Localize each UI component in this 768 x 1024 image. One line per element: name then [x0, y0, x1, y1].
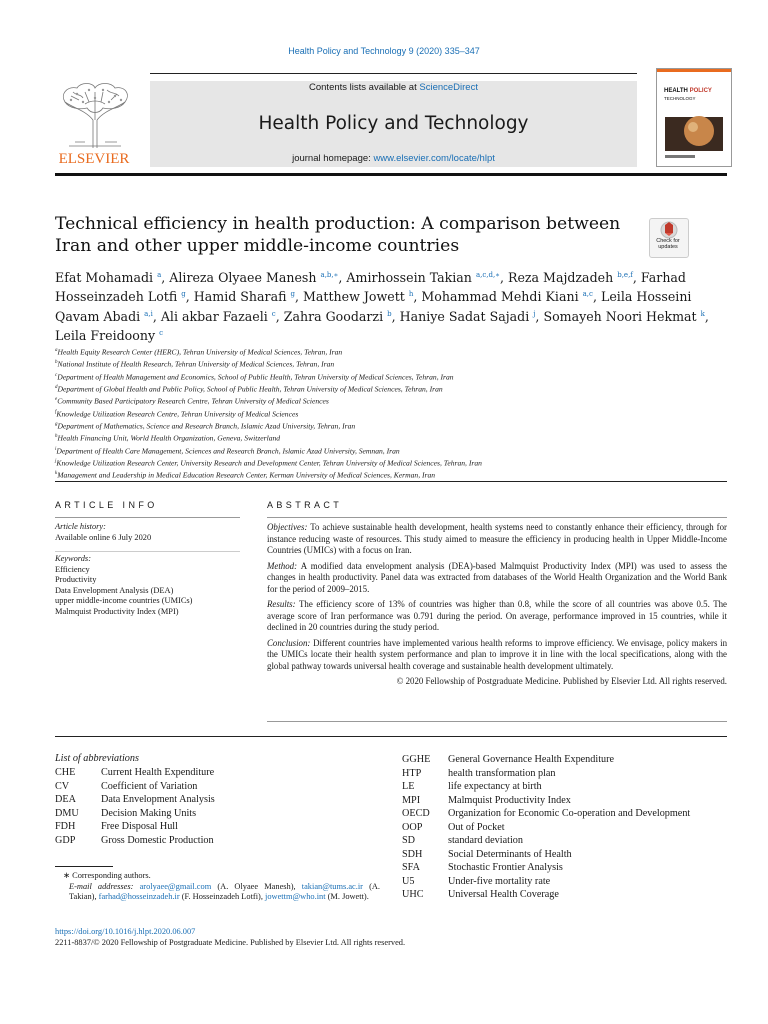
affiliation-mark: a	[55, 348, 58, 353]
abbreviation-key: CHE	[55, 767, 76, 778]
abbreviation-key: U5	[402, 875, 415, 887]
author-name[interactable]: Somayeh Noori Hekmat	[543, 309, 697, 325]
abbreviation-key: SD	[402, 835, 416, 846]
author-name[interactable]: Hamid Sharafi	[193, 289, 287, 305]
affiliation-item	[55, 371, 735, 383]
abbreviation-value: Organization for Economic Co-operation and Development	[448, 808, 691, 819]
email-owner-2: (A. Takian),	[69, 881, 381, 902]
affiliation-mark: h	[55, 434, 58, 440]
affiliation-list	[55, 346, 735, 482]
abbreviation-value: health transformation plan	[448, 767, 556, 779]
email-link-4[interactable]: jowettm@who.int	[265, 892, 326, 902]
abbreviation-row	[55, 766, 255, 780]
keywords-block	[55, 554, 245, 617]
journal-reference[interactable]: Health Policy and Technology 9 (2020) 335–347	[288, 46, 480, 56]
email-link-3[interactable]: farhad@hosseinzadeh.ir	[98, 892, 180, 902]
email-addresses	[55, 882, 380, 903]
abbreviation-value: Malmquist Productivity Index	[448, 794, 571, 806]
author-separator: ,	[161, 270, 170, 286]
abbreviation-value: Universal Health Coverage	[448, 889, 559, 900]
author-name[interactable]: Efat Mohamadi	[55, 270, 154, 286]
author-separator: ,	[592, 289, 601, 305]
abbreviation-key: CV	[55, 780, 70, 792]
abbreviation-row	[402, 780, 727, 794]
cover-title-policy: POLICY	[689, 88, 712, 94]
doi-link[interactable]: https://doi.org/10.1016/j.hlpt.2020.06.007	[55, 927, 196, 936]
abbreviation-key: OECD	[402, 808, 430, 819]
author-name[interactable]: Alireza Olyaee Manesh	[169, 270, 317, 286]
abstract-section	[267, 561, 727, 596]
affiliation-item	[55, 408, 735, 420]
article-history	[55, 522, 240, 543]
abbreviation-key: LE	[402, 781, 415, 792]
author-separator: ,	[152, 309, 161, 325]
abstract-section-label: Objectives:	[267, 522, 308, 532]
sciencedirect-link[interactable]: ScienceDirect	[419, 82, 478, 93]
abstract-section-label: Results:	[267, 599, 296, 609]
abbreviation-value: Under-five mortality rate	[448, 875, 551, 887]
abbreviation-row	[55, 780, 255, 794]
author-separator: ,	[535, 309, 544, 325]
email-link-1[interactable]: arolyaee@gmail.com	[139, 881, 212, 891]
abbreviation-key: HTP	[402, 767, 422, 779]
author-separator: ,	[391, 309, 400, 325]
abstract-sections	[267, 522, 727, 672]
author-separator: ,	[632, 270, 641, 286]
abstract-section-label: Method:	[267, 560, 298, 571]
abstract-heading: ABSTRACT	[267, 500, 343, 510]
author-separator: ,	[704, 309, 709, 325]
author-affiliation-mark[interactable]: a,c	[582, 290, 593, 299]
author-name[interactable]: Leila Freidoony	[55, 328, 156, 344]
cover-title-technology: TECHNOLOGY	[664, 96, 696, 101]
abbreviation-key: OOP	[402, 821, 423, 833]
author-name[interactable]: Ali akbar Fazaeli	[160, 309, 268, 325]
abbreviation-row	[55, 834, 255, 848]
article-info-heading: ARTICLE INFO	[55, 500, 158, 510]
article-info-rule	[55, 517, 240, 518]
article-title: Technical efficiency in health production: A comparison between Iran and other upper middle-income countries	[55, 214, 621, 256]
abbreviation-row	[402, 848, 727, 862]
author-name[interactable]: Zahra Goodarzi	[283, 309, 384, 325]
abbreviation-value: Decision Making Units	[101, 807, 197, 819]
abbreviation-row	[402, 875, 727, 889]
author-affiliation-mark[interactable]: b,e,f	[617, 271, 633, 279]
abstract-rule	[267, 517, 727, 518]
affiliation-mark: j	[55, 458, 57, 464]
abbreviation-value: Coefficient of Variation	[101, 780, 198, 792]
author-affiliation-mark[interactable]: c	[271, 309, 276, 318]
abstract-copyright: © 2020 Fellowship of Postgraduate Medicine. Published by Elsevier Ltd. All rights reserved.	[396, 676, 727, 686]
cover-title	[664, 88, 712, 103]
abbreviation-value: Gross Domestic Production	[101, 834, 214, 846]
affiliation-mark: c	[55, 372, 58, 378]
author-separator: ,	[413, 289, 422, 305]
abstract-section	[267, 638, 727, 673]
abbreviations-right	[402, 753, 727, 902]
abbreviations-heading: List of abbreviations	[55, 753, 139, 764]
footnote	[55, 871, 380, 903]
abbreviation-row	[402, 821, 727, 835]
journal-title: Health Policy and Technology	[258, 113, 529, 134]
email-label: E-mail addresses:	[69, 881, 134, 891]
elsevier-wordmark: ELSEVIER	[58, 151, 130, 167]
abbreviation-value: Data Envelopment Analysis	[101, 794, 215, 805]
affiliation-text: Department of Mathematics, Science and Research Branch, Islamic Azad University, Tehran, Iran	[57, 421, 356, 431]
author-separator: ,	[185, 289, 194, 305]
abbreviation-key: FDH	[55, 821, 76, 832]
abbreviation-key: SFA	[402, 862, 420, 873]
abbreviation-value: Current Health Expenditure	[101, 767, 215, 778]
abbreviation-key: GDP	[55, 834, 76, 846]
abbreviation-key: GGHE	[402, 754, 431, 765]
author-name[interactable]: Matthew Jowett	[303, 289, 405, 305]
author-affiliation-mark[interactable]: a,c,d,∗	[475, 271, 500, 279]
author-name[interactable]: Leila Hosseini Qavam Abadi	[55, 289, 692, 325]
abbreviation-value: Stochastic Frontier Analysis	[448, 862, 563, 873]
author-name[interactable]: Mohammad Mehdi Kiani	[421, 289, 579, 305]
abbreviation-key: UHC	[402, 889, 424, 900]
author-name[interactable]: Amirhossein Takian	[346, 270, 472, 286]
abstract-section	[267, 522, 727, 557]
affiliation-item	[55, 457, 735, 469]
abbreviation-key: DEA	[55, 794, 76, 805]
abbreviation-row	[402, 753, 727, 767]
affiliation-mark: g	[55, 421, 58, 427]
email-owner-4: (M. Jowett).	[325, 892, 369, 902]
author-affiliation-mark[interactable]: b	[387, 309, 392, 318]
cover-title-health: HEALTH	[664, 88, 688, 94]
affiliation-item	[55, 420, 735, 432]
author-affiliation-mark[interactable]: g	[290, 290, 295, 299]
keywords-label: Keywords:	[55, 554, 91, 563]
keyword-item: Efficiency	[55, 564, 90, 574]
affiliation-item	[55, 383, 735, 395]
homepage-link[interactable]: www.elsevier.com/locate/hlpt	[373, 153, 495, 164]
affiliation-text: Health Equity Research Center (HERC), Tehran University of Medical Sciences, Tehran, Iran	[57, 347, 343, 357]
abbreviation-key: MPI	[402, 794, 421, 806]
header-top-rule	[150, 73, 637, 74]
corresponding-note: ∗ Corresponding authors.	[63, 871, 151, 880]
abbreviations-left	[55, 766, 255, 847]
author-affiliation-mark[interactable]: a,i	[144, 309, 153, 318]
abbreviation-row	[402, 807, 727, 821]
author-separator: ,	[499, 270, 508, 286]
abstract-section-text: The efficiency score of 13% of countries was higher than 0.8, while the score of all countries was above 0.5. The average score of Iran performance was 0.791 during the period. On average, performance improved in 15 countries, while it declined in 20 countries during the study period.	[267, 599, 728, 632]
abstract-body	[267, 522, 727, 688]
affiliation-text: Department of Health Management and Economics, School of Public Health, Tehran University of Medical Sciences, Tehran, Iran	[57, 372, 454, 382]
keyword-item: upper middle-income countries (UMICs)	[55, 596, 193, 605]
affiliation-item	[55, 432, 735, 444]
author-list	[55, 267, 735, 345]
contents-prefix: Contents lists available at	[309, 82, 420, 93]
keyword-item: Malmquist Productivity Index (MPI)	[55, 606, 179, 616]
affiliation-text: Knowledge Utilization Research Centre, Tehran University of Medical Sciences	[56, 409, 299, 419]
author-affiliation-mark[interactable]: a,b,∗	[320, 271, 339, 279]
author-separator: ,	[275, 309, 284, 325]
abbreviation-value: General Governance Health Expenditure	[448, 754, 615, 765]
contents-line	[150, 82, 637, 93]
doi-block	[55, 927, 405, 948]
author-affiliation-mark[interactable]: a	[157, 271, 162, 279]
homepage-line	[150, 153, 637, 164]
issn-line: 2211-8837/© 2020 Fellowship of Postgraduate Medicine. Published by Elsevier Ltd. All rights reserved.	[55, 937, 406, 947]
affiliation-text: Knowledge Utilization Research Center, University Research and Development Center, Tehran University of Medical Sciences, Tehran, Iran	[56, 458, 482, 468]
affiliation-mark: i	[55, 446, 57, 452]
abbreviation-key: DMU	[55, 807, 79, 819]
author-affiliation-mark[interactable]: c	[159, 329, 164, 338]
keywords-rule	[55, 551, 240, 552]
affiliation-item	[55, 346, 735, 358]
author-affiliation-mark[interactable]: j	[533, 309, 536, 318]
affiliation-text: Management and Leadership in Medical Education Research Center, Kerman University of Medical Sciences, Kerman, Iran	[57, 470, 436, 480]
affiliation-text: Health Financing Unit, World Health Organization, Geneva, Switzerland	[57, 433, 281, 443]
abstract-section-text: A modified data envelopment analysis (DEA)-based Malmquist Productivity Index (MPI) was used to assess the changes in health productivity. Panel data was extracted from databases of the World Health Organization and the World Bank for the period of 2009–2015.	[267, 560, 727, 594]
author-affiliation-mark[interactable]: h	[408, 290, 414, 299]
cover-art	[657, 69, 731, 166]
author-affiliation-mark[interactable]: g	[181, 290, 186, 299]
author-name[interactable]: Reza Majdzadeh	[507, 270, 614, 286]
body-rule	[55, 736, 727, 737]
affiliation-mark: f	[55, 409, 57, 415]
keyword-item: Productivity	[55, 575, 97, 584]
abbreviation-row	[55, 793, 255, 807]
abstract-bottom-rule	[267, 721, 727, 722]
abbreviation-row	[55, 820, 255, 834]
check-updates-label: Check for updates	[656, 238, 680, 250]
author-name[interactable]: Farhad Hosseinzadeh Lotfi	[55, 270, 686, 305]
abbreviation-value: standard deviation	[448, 835, 523, 846]
affiliation-mark: e	[55, 397, 58, 403]
affiliation-mark: b	[55, 360, 58, 366]
author-name[interactable]: Haniye Sadat Sajadi	[399, 309, 530, 325]
history-label: Article history:	[55, 522, 106, 531]
abstract-section	[267, 599, 727, 634]
footnote-rule	[55, 866, 113, 867]
elsevier-tree-logo	[55, 80, 135, 150]
abbreviation-row	[402, 767, 727, 781]
affiliation-item	[55, 395, 735, 407]
abbreviation-row	[402, 888, 727, 902]
history-value: Available online 6 July 2020	[55, 532, 152, 542]
affiliation-mark: d	[55, 384, 58, 390]
affiliation-item	[55, 445, 735, 457]
affiliations-rule	[55, 481, 727, 482]
keyword-item: Data Envelopment Analysis (DEA)	[55, 585, 174, 595]
abstract-section-label: Conclusion:	[267, 637, 311, 648]
affiliation-item	[55, 358, 735, 370]
abbreviation-row	[55, 807, 255, 821]
abbreviation-value: Free Disposal Hull	[101, 821, 178, 832]
abstract-section-text: Different countries have implemented various health reforms to improve efficiency. We envisage, policy makers in the UMICs locate their health system performance and plan to improve it in line with the local specifications, along with the global pathway towards universal health coverage and sustainable health development ultimately.	[267, 637, 728, 671]
affiliation-text: Community Based Participatory Research Centre, Tehran University of Medical Sciences	[57, 396, 329, 406]
abbreviation-row	[402, 794, 727, 808]
author-separator: ,	[294, 289, 303, 305]
affiliation-mark: k	[55, 471, 58, 477]
abbreviation-key: SDH	[402, 848, 423, 860]
keywords-list	[55, 565, 245, 618]
author-affiliation-mark[interactable]: k	[700, 309, 705, 318]
header-thick-rule	[55, 173, 727, 176]
abbreviation-row	[402, 834, 727, 848]
affiliation-text: Department of Health Care Management, Sciences and Research Branch, Islamic Azad University, Semnan, Iran	[56, 446, 400, 456]
abstract-section-text: To achieve sustainable health development, health systems need to constantly enhance their efficiency, through for instance reducing waste of resources. This study aimed to measure the efficiency in producing health in Upper Middle-Income Countries (UMICs) with a focus on Iran.	[267, 522, 727, 555]
abbreviation-row	[402, 861, 727, 875]
abbreviation-value: life expectancy at birth	[448, 781, 542, 792]
journal-cover[interactable]	[656, 68, 732, 167]
affiliation-item	[55, 469, 735, 481]
author-separator: ,	[338, 270, 347, 286]
email-link-2[interactable]: takian@tums.ac.ir	[301, 881, 363, 891]
affiliation-text: Department of Global Health and Public Policy, School of Public Health, Tehran University of Medical Sciences, Tehran, Iran	[57, 384, 443, 394]
abbreviation-value: Social Determinants of Health	[448, 848, 572, 860]
affiliation-text: National Institute of Health Research, Tehran University of Medical Sciences, Tehran, Iran	[57, 359, 335, 369]
homepage-prefix: journal homepage:	[292, 153, 374, 164]
abbreviation-value: Out of Pocket	[448, 821, 505, 833]
email-owner-3: (F. Hosseinzadeh Lotfi),	[179, 892, 266, 902]
email-owner-1: (A. Olyaee Manesh),	[211, 881, 302, 891]
